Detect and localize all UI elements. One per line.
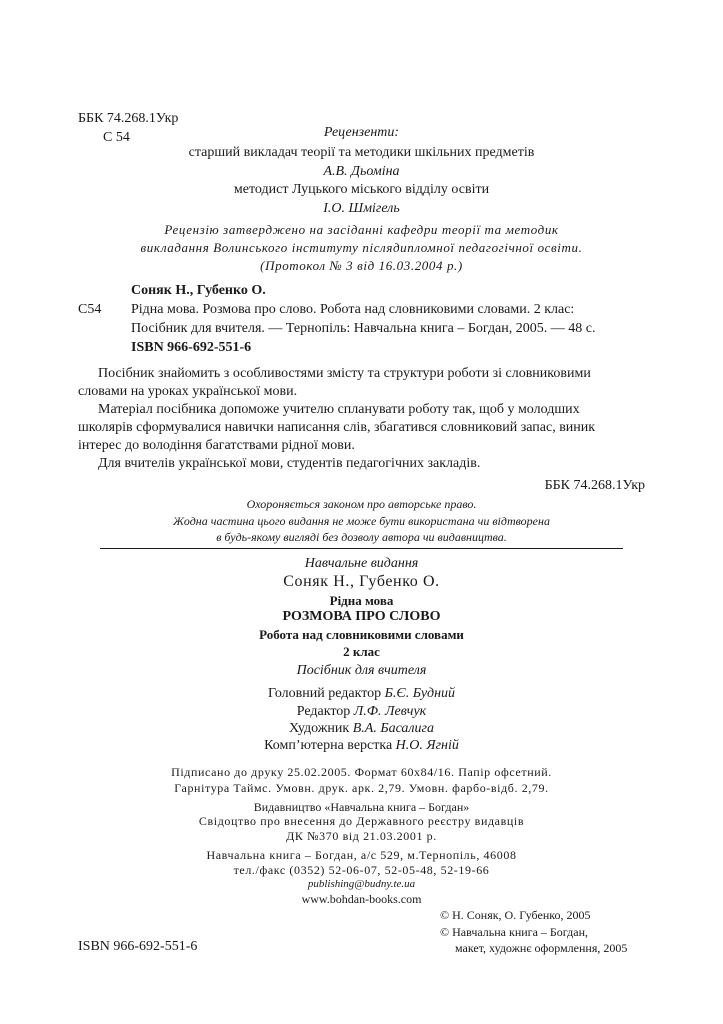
- catalog-publisher-line: Посібник для вчителя. — Тернопіль: Навчальна книга – Богдан, 2005. — 48 с.: [131, 321, 596, 336]
- publisher-address: Навчальна книга – Богдан, а/с 529, м.Тернопіль, 46008: [206, 848, 517, 862]
- copyright-notice-line-1: Охороняється законом про авторське право.: [246, 497, 477, 511]
- publisher-phone: тел./факс (0352) 52-06-07, 52-05-48, 52-19-66: [233, 863, 490, 877]
- copyright-notice-line-2: Жодна частина цього видання не може бути використана чи відтворена: [173, 514, 550, 528]
- chief-editor-label: Головний редактор: [267, 686, 382, 701]
- imprint-title-2: РОЗМОВА ПРО СЛОВО: [282, 609, 441, 624]
- catalog-title-line: Рідна мова. Розмова про слово. Робота над словниковими словами. 2 клас:: [131, 302, 575, 317]
- catalog-code: С54: [78, 302, 102, 317]
- divider-rule: [100, 548, 623, 549]
- annotation-p2-line1: Матеріал посібника допоможе учителю спланувати роботу так, щоб у молодших: [98, 402, 580, 417]
- annotation-p2-line3: інтерес до володіння багатствами рідної мови.: [78, 438, 355, 453]
- reviewer-2-name: І.О. Шмігель: [323, 201, 400, 216]
- chief-editor-line: [0, 686, 723, 702]
- copyright-layout-note: макет, художнє оформлення, 2005: [455, 941, 628, 955]
- approval-line-1: Рецензію затверджено на засіданні кафедри теорії та методик: [164, 222, 559, 237]
- annotation-p3-line1: Для вчителів української мови, студентів педагогічних закладів.: [98, 456, 481, 471]
- approval-line-2: викладання Волинського інституту післядипломної педагогічної освіти.: [140, 240, 583, 255]
- catalog-authors: Соняк Н., Губенко О.: [131, 283, 266, 298]
- editor-line: [0, 704, 723, 720]
- artist-name: В.А. Басалига: [352, 721, 434, 736]
- reviewer-1-name: А.В. Дьоміна: [323, 164, 400, 179]
- imprint-genre: Посібник для вчителя: [296, 663, 427, 678]
- reviewer-1-role: старший викладач теорії та методики шкільних предметів: [188, 145, 535, 160]
- reviewers-heading: Рецензенти:: [323, 125, 400, 140]
- layout-name: Н.О. Ягній: [395, 738, 459, 753]
- bbk-code-top: ББК 74.268.1Укр: [78, 111, 179, 126]
- copyright-authors: © Н. Соняк, О. Губенко, 2005: [440, 908, 591, 922]
- publisher-email: publishing@budny.te.ua: [307, 878, 416, 890]
- publisher-cert-2: ДК №370 від 21.03.2001 р.: [286, 829, 437, 843]
- artist-label: Художник: [288, 721, 350, 736]
- bbk-code-bottom: ББК 74.268.1Укр: [544, 478, 645, 493]
- annotation-p1-line1: Посібник знайомить з особливостями змісту та структури роботи зі словниковими: [98, 366, 591, 381]
- edition-type: Навчальне видання: [304, 556, 419, 571]
- author-mark: С 54: [103, 130, 130, 145]
- editor-label: Редактор: [296, 704, 351, 719]
- annotation-p2-line2: школярів сформувалися навички написання слів, збагатився словниковий запас, виник: [78, 420, 596, 435]
- catalog-isbn: ISBN 966-692-551-6: [131, 340, 252, 355]
- layout-label: Комп’ютерна верстка: [264, 738, 393, 753]
- copyright-notice-line-3: в будь-якому вигляді без дозволу автора чи видавництва.: [216, 530, 507, 544]
- publisher-name: Видавництво «Навчальна книга – Богдан»: [253, 800, 470, 814]
- copyright-publisher: © Навчальна книга – Богдан,: [440, 925, 588, 939]
- artist-line: [0, 721, 723, 737]
- editor-name: Л.Ф. Левчук: [353, 704, 427, 719]
- approval-line-3: (Протокол № 3 від 16.03.2004 р.): [260, 258, 463, 273]
- chief-editor-name: Б.Є. Будний: [384, 686, 456, 701]
- layout-line: [0, 738, 723, 754]
- imprint-grade: 2 клас: [343, 644, 380, 659]
- publisher-website: www.bohdan-books.com: [301, 892, 422, 906]
- print-info-line-2: Гарнітура Таймс. Умовн. друк. арк. 2,79. Умовн. фарбо-відб. 2,79.: [174, 781, 549, 795]
- footer-isbn: ISBN 966-692-551-6: [78, 939, 198, 954]
- publisher-cert-1: Свідоцтво про внесення до Державного реєстру видавців: [198, 814, 525, 828]
- imprint-authors: Соняк Н., Губенко О.: [283, 573, 440, 590]
- reviewer-2-role: методист Луцького міського відділу освіти: [233, 182, 490, 197]
- imprint-title-3: Робота над словниковими словами: [259, 627, 464, 642]
- imprint-title-1: Рідна мова: [329, 593, 394, 608]
- annotation-p1-line2: словами на уроках української мови.: [78, 384, 298, 399]
- print-info-line-1: Підписано до друку 25.02.2005. Формат 60х84/16. Папір офсетний.: [171, 765, 552, 779]
